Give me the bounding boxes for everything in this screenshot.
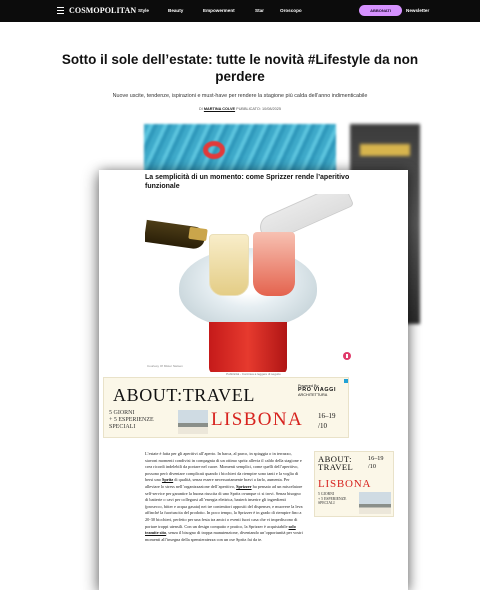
bottle-label [188, 227, 207, 241]
body-text: ha pensato ad un miscelatore self-service per garantire la buona riuscita di uno Spritz ovunque ci si trovi. Senza bisogno di batterie o cavi per collegarsi all’energia elettrica, basterà inserire gli ingredienti (prosecco, bitter e acqua gasata) nei tre contenitori appositi del dispenser, e muovere la leva affinché la fuoriuscita del prodotto. In poco tempo, la Sprizzer è in grado di riempire fino a 20-30 bicchieri, perfetto per una festa tra amici o eventi fuori casa che vi impediscono di portare troppi utensili. Con un design compatto e pratico, la Sprizzer è acquistabile [145, 483, 303, 529]
sprizzer-base [209, 322, 287, 372]
nav-item-oroscopo[interactable]: Oroscopo [280, 8, 302, 13]
body-link[interactable]: Spritz [161, 477, 174, 483]
byline-prefix: DI [199, 107, 203, 111]
ad-days-line: 5 GIORNI [109, 410, 135, 416]
side-ad-city: LISBONA [318, 478, 372, 490]
nav-item-star[interactable]: Star [255, 8, 264, 13]
photo-credit: Courtesy Of Mister Nielsen [147, 364, 183, 368]
side-ad[interactable] [314, 451, 394, 517]
side-ad-days-line: SPECIALI [318, 501, 335, 506]
ad-brand-name: PRO VIAGGI [298, 387, 337, 394]
glass-left [209, 234, 249, 296]
side-ad-days [318, 492, 358, 506]
side-ad-title-line: ABOUT: [318, 454, 352, 464]
top-nav-bar [0, 0, 480, 22]
product-photo [145, 194, 359, 372]
publish-date: PUBBLICATO: 10/08/2025 [236, 107, 281, 111]
side-ad-title [318, 455, 353, 472]
ad-brand-sub: ARCHITETTURA [298, 392, 328, 397]
ad-days [109, 410, 173, 431]
subscribe-button[interactable]: ABBONATI [359, 5, 402, 16]
side-ad-image [359, 492, 391, 514]
ad-dates [318, 411, 336, 431]
adchoices-icon[interactable] [344, 379, 348, 383]
body-text: L’estate è fatta per gli aperitivi all’aperto. In barca, al parco, in spiaggia o in terrazzo, stavoni momenti condivisi in compagnia di un ottimo spritz allevia il caldo della stagione e crea ricordi indelebili da portare nel cuore. Momenti semplici, come quelli dell’aperitivo, possono però diventare complicati quando i bicchieri da riempire sono tanti e la voglia di bersi uno [145, 451, 302, 483]
page-title: Sotto il sole dell’estate: tutte le novità #Lifestyle da non perdere [61, 52, 419, 84]
ad-dates-line: /10 [318, 422, 327, 430]
byline [100, 107, 380, 111]
side-ad-days-line: 5 GIORNI [318, 492, 335, 496]
article-body [145, 451, 303, 543]
ad-note: Pubblicità - Continua a leggere di seguito [226, 372, 281, 376]
ad-days-line: SPECIALI [109, 424, 136, 430]
newsletter-link[interactable]: Newsletter [406, 8, 430, 13]
menu-icon[interactable] [57, 7, 64, 14]
card-title: La semplicità di un momento: come Sprizzer rende l’aperitivo funzionale [145, 174, 350, 190]
ad-city: LISBONA [211, 409, 304, 430]
author-link[interactable]: MARTINA COLVE [203, 107, 236, 111]
glass-right [253, 232, 295, 296]
article-dek: Nuove uscite, tendenze, ispirazioni e must-have per rendere la stagione più calda dell’anno indimenticabile [112, 93, 368, 99]
ad-brand-small: Powered By [298, 384, 319, 388]
ad-building-image [178, 410, 208, 434]
article-overlay-card [99, 170, 408, 590]
nav-item-beauty[interactable]: Beauty [168, 8, 184, 13]
body-text: , senza il bisogno di troppa manutenzione, diventando un’opportunità per vostri momenti all’insegna della spensieratezza con un ose Spritz fai da te. [145, 530, 303, 542]
ad-banner[interactable] [103, 377, 349, 438]
nav-item-style[interactable]: Style [138, 8, 149, 13]
ad-title: ABOUT:TRAVEL [113, 385, 255, 405]
side-ad-dates-line: /10 [368, 463, 376, 470]
side-ad-title-line: TRAVEL [318, 462, 354, 473]
body-text: di qualità, senza essere necessariamente bravi a farlo, aumenta. Per alleviare lo stress nell’organizzazione dell’aperitivo, [145, 477, 290, 489]
pinterest-icon[interactable] [343, 352, 351, 360]
ad-days-line: + 5 ESPERIENZE [109, 417, 154, 423]
side-ad-days-line: + 5 ESPERIENZE [318, 496, 347, 501]
site-logo[interactable]: COSMOPOLITAN [69, 6, 137, 15]
side-ad-dates [368, 455, 383, 471]
body-link[interactable]: solo tramite sito [145, 523, 296, 536]
body-link[interactable]: Sprizzer [236, 483, 252, 489]
side-ad-dates-line: 16–19 [368, 455, 384, 462]
ad-brand [298, 384, 336, 397]
nav-item-empowerment[interactable]: Empowerment [203, 8, 235, 13]
ad-dates-line: 16–19 [318, 412, 336, 420]
background-float-ring [203, 141, 225, 159]
